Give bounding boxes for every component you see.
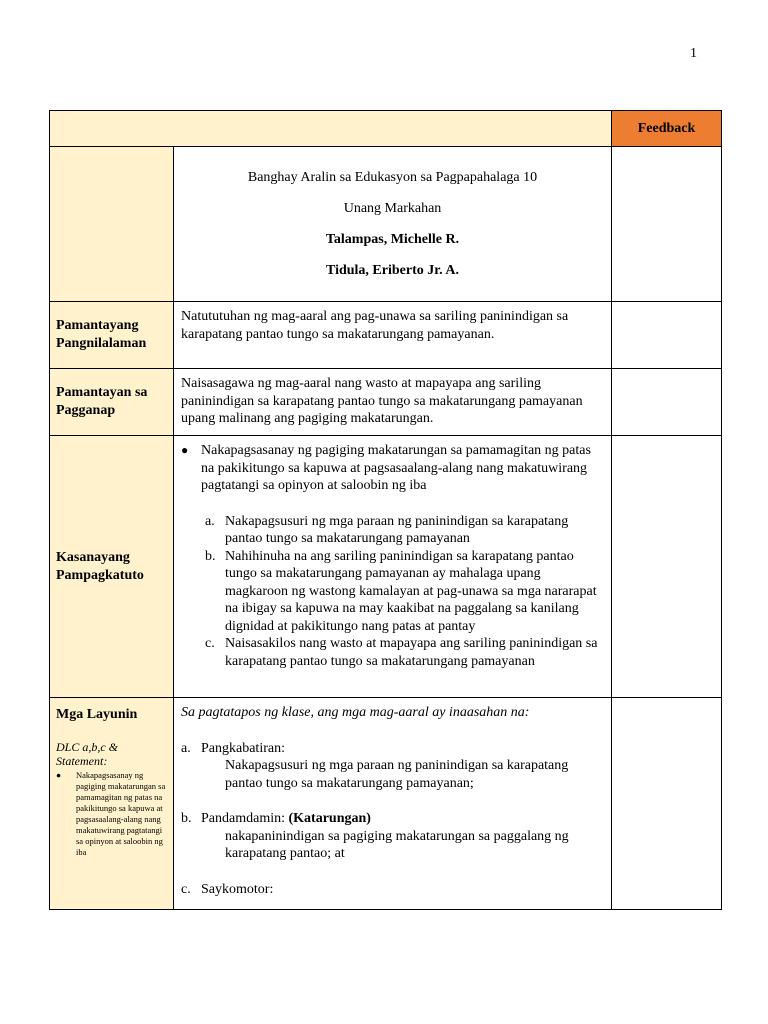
row-content: Natututuhan ng mag-aaral ang pag-unawa sa sariling paninindigan sa karapatang pantao tungo sa makatarungang pamayanan.	[174, 302, 612, 369]
objective-label: Pangkabatiran:	[201, 740, 285, 756]
header-cell	[50, 111, 612, 147]
row-label-cell	[50, 698, 174, 910]
title-block	[174, 147, 612, 302]
author-1: Talampas, Michelle R.	[325, 232, 460, 247]
list-text: Nakapagsusuri ng mga paraan ng paninindigan sa karapatang pantao tungo sa makatarungang pamayanan	[225, 513, 569, 546]
list-item	[181, 513, 604, 548]
header-row	[50, 111, 722, 147]
page-number: 1	[690, 46, 697, 61]
feedback-header: Feedback	[612, 111, 722, 147]
list-marker: c.	[181, 881, 191, 897]
list-text: Nahihinuha na ang sariling paninindigan sa karapatang pantao tungo sa makatarungang pamayanan ay mahalaga upang magkaroon ng wastong kamalayan at pag-unawa sa mga nararapat na ibigay sa kapuwa na may kaakibat na paggalang sa kanilang dignidad at pakikitungo nang patas at pantay	[225, 548, 597, 634]
objectives-intro: Sa pagtatapos ng klase, ang mga mag-aaral ay inaasahan na:	[181, 705, 530, 720]
bullet-text: Nakapagsasanay ng pagiging makatarungan sa pamamagitan ng patas na pakikitungo sa kapuwa at pagsasaalang-alang nang makatuwirang pagtatangi sa opinyon at saloobin ng iba	[201, 443, 591, 493]
feedback-cell	[612, 147, 722, 302]
row-label: Pamantayan sa Pagganap	[50, 369, 174, 436]
row-label: Mga Layunin	[56, 707, 138, 722]
quarter-title: Unang Markahan	[343, 201, 442, 216]
value-label: (Katarungan)	[288, 811, 371, 826]
row-pagganap	[50, 369, 722, 436]
lesson-title: Banghay Aralin sa Edukasyon sa Pagpapahalaga 10	[247, 170, 538, 185]
list-item	[181, 442, 604, 495]
list-item	[181, 635, 604, 670]
title-label-cell	[50, 147, 174, 302]
row-kasanayang	[50, 436, 722, 698]
bullet-text: Nakapagsasanay ng pagiging makatarungan sa pamamagitan ng patas na pakikitungo sa kapuwa at pagsasaalang-alang nang makatuwirang pagtatangi sa opinyon at saloobin ng iba	[76, 770, 166, 857]
list-marker: a.	[181, 740, 191, 756]
row-content	[174, 698, 612, 910]
objective-text: Nakapagsusuri ng mga paraan ng paninindigan sa karapatang pantao tungo sa makatarungang pamayanan;	[225, 758, 569, 791]
author-2: Tidula, Eriberto Jr. A.	[325, 263, 460, 278]
lesson-plan-table	[49, 110, 722, 910]
row-label: Pamantayang Pangnilalaman	[50, 302, 174, 369]
objective-label: Saykomotor:	[201, 881, 274, 897]
feedback-cell	[612, 302, 722, 369]
objective-text: nakapaninindigan sa pagiging makatarungan sa paggalang ng karapatang pantao; at	[225, 828, 569, 861]
feedback-cell	[612, 436, 722, 698]
feedback-cell	[612, 698, 722, 910]
list-marker: a.	[205, 513, 215, 529]
list-marker: b.	[205, 548, 216, 564]
feedback-cell	[612, 369, 722, 436]
list-text: Naisasakilos nang wasto at mapayapa ang sariling paninindigan sa karapatang pantao tungo sa makatarungang pamayanan	[225, 636, 598, 669]
list-item	[56, 770, 167, 858]
objective-c	[181, 881, 604, 899]
row-layunin	[50, 698, 722, 910]
row-content	[174, 436, 612, 698]
row-label: Kasanayang Pampagkatuto	[50, 436, 174, 698]
row-content: Naisasagawa ng mag-aaral nang wasto at mapayapa ang sariling paninindigan sa karapatang pantao tungo sa makatarungang pamayanan upang malinang ang pagiging makatarungan.	[174, 369, 612, 436]
bullet-icon: ●	[56, 770, 62, 780]
bullet-icon: ●	[181, 443, 189, 457]
title-row	[50, 147, 722, 302]
objective-b	[181, 810, 604, 828]
list-item	[181, 548, 604, 636]
dlc-label: DLC a,b,c & Statement:	[56, 740, 119, 768]
list-marker: b.	[181, 811, 192, 826]
list-marker: c.	[205, 636, 215, 651]
objective-a	[181, 740, 604, 758]
objective-label: Pandamdamin:	[201, 811, 285, 826]
row-pamantayang	[50, 302, 722, 369]
